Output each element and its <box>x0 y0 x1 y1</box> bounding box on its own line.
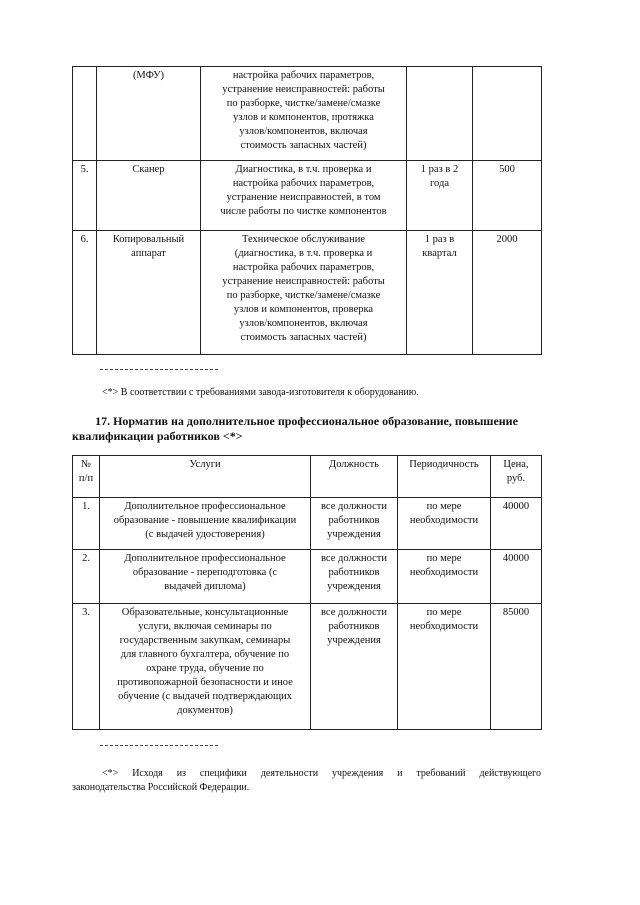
header-price: Цена, руб. <box>491 456 542 498</box>
table-header-row <box>73 456 542 498</box>
section-heading-line-2: квалификации работников <*> <box>72 429 243 443</box>
service-price: 40000 <box>491 498 542 550</box>
work-price: 500 <box>473 161 542 231</box>
service-period: по мере необходимости <box>398 498 491 550</box>
equipment-name: (МФУ) <box>97 67 201 161</box>
footnote-separator <box>100 369 218 370</box>
service-position: все должности работников учреждения <box>311 550 398 604</box>
service-price: 40000 <box>491 550 542 604</box>
work-period <box>407 67 473 161</box>
service-period: по мере необходимости <box>398 550 491 604</box>
work-description: Техническое обслуживание (диагностика, в т.ч. проверка и настройка рабочих параметров, устранение неисправностей: работы по разборке, чистке/замене/смазке узлов и компонентов, проверка узлов/компонентов, включая стоимость запасных частей) <box>201 231 407 355</box>
service-name: Образовательные, консультационные услуги, включая семинары по государственным закупкам, семинары для главного бухгалтера, обучение по охране труда, обучение по противопожарной безопасности и иное обучение (с выдачей подтверждающих документов) <box>100 604 311 730</box>
footnote-separator <box>100 745 218 746</box>
footnote-2-line-2: законодательства Российской Федерации. <box>72 782 250 793</box>
footnote-1: <*> В соответствии с требованиями завода-изготовителя к оборудованию. <box>102 387 419 398</box>
table-row <box>73 498 542 550</box>
table-row <box>73 604 542 730</box>
equipment-name: Сканер <box>97 161 201 231</box>
table-row <box>73 67 542 161</box>
equipment-name: Копировальный аппарат <box>97 231 201 355</box>
table-row <box>73 550 542 604</box>
service-price: 85000 <box>491 604 542 730</box>
work-price: 2000 <box>473 231 542 355</box>
row-number: 5. <box>73 161 97 231</box>
header-period: Периодичность <box>398 456 491 498</box>
table-row <box>73 161 542 231</box>
header-num: № п/п <box>73 456 100 498</box>
row-number: 1. <box>73 498 100 550</box>
row-number <box>73 67 97 161</box>
work-price <box>473 67 542 161</box>
work-period: 1 раз в 2 года <box>407 161 473 231</box>
row-number: 6. <box>73 231 97 355</box>
service-position: все должности работников учреждения <box>311 498 398 550</box>
service-position: все должности работников учреждения <box>311 604 398 730</box>
table-row <box>73 231 542 355</box>
section-heading <box>72 414 541 444</box>
section-heading-line-1: 17. Норматив на дополнительное профессиональное образование, повышение <box>95 414 518 428</box>
row-number: 3. <box>73 604 100 730</box>
service-name: Дополнительное профессиональное образование - переподготовка (с выдачей диплома) <box>100 550 311 604</box>
education-norms-table <box>72 455 542 730</box>
service-period: по мере необходимости <box>398 604 491 730</box>
footnote-2-line-1: <*> Исходя из специфики деятельности учреждения и требований действующего <box>102 768 541 779</box>
work-description: Диагностика, в т.ч. проверка и настройка рабочих параметров, устранение неисправностей, в том числе работы по чистке компонентов <box>201 161 407 231</box>
work-period: 1 раз в квартал <box>407 231 473 355</box>
work-description: настройка рабочих параметров, устранение неисправностей: работы по разборке, чистке/замене/смазке узлов и компонентов, протяжка узлов/компонентов, включая стоимость запасных частей) <box>201 67 407 161</box>
service-name: Дополнительное профессиональное образование - повышение квалификации (с выдачей удостоверения) <box>100 498 311 550</box>
equipment-maintenance-table <box>72 66 542 355</box>
header-position: Должность <box>311 456 398 498</box>
row-number: 2. <box>73 550 100 604</box>
header-services: Услуги <box>100 456 311 498</box>
footnote-2 <box>72 767 541 795</box>
